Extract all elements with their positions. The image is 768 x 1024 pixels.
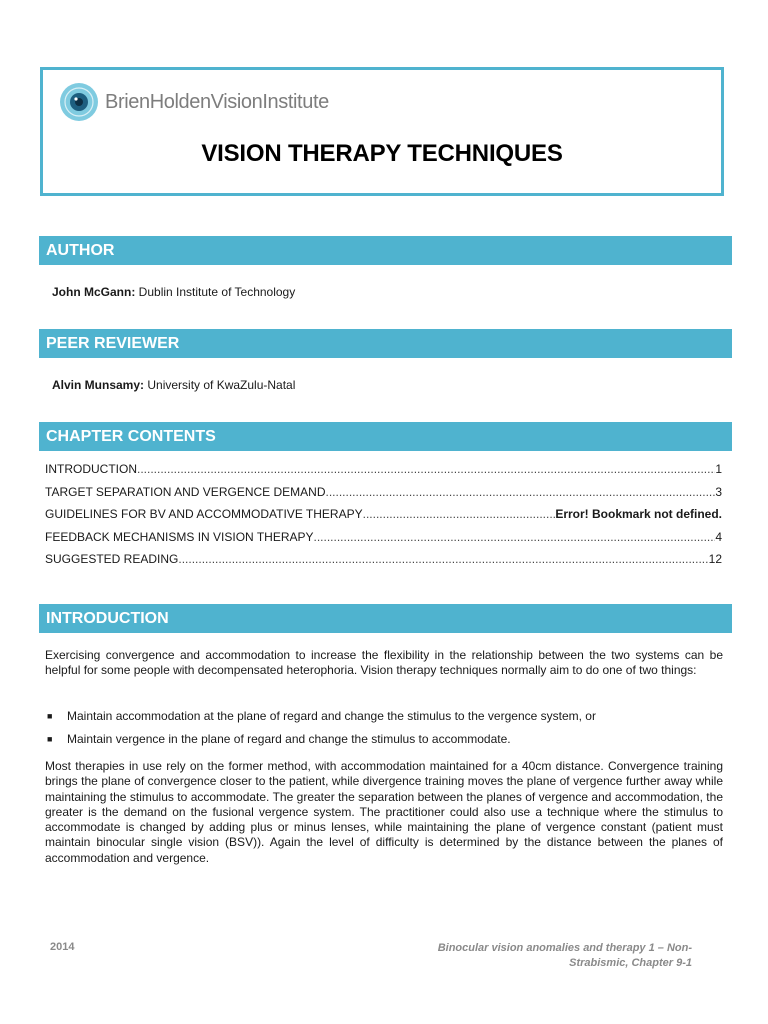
toc-leader-dots	[363, 507, 556, 521]
footer-caption-line: Binocular vision anomalies and therapy 1 – Non-	[437, 942, 692, 954]
toc-entry-feedback-mechanisms[interactable]	[45, 530, 722, 553]
toc-leader-dots	[326, 485, 716, 499]
toc-entry-page-error: Error! Bookmark not defined.	[555, 507, 722, 521]
toc-leader-dots	[137, 462, 715, 476]
intro-bullet-list	[45, 709, 723, 755]
toc-entry-introduction[interactable]	[45, 462, 722, 485]
section-bar-author: AUTHOR	[39, 236, 732, 265]
toc-entry-title: SUGGESTED READING	[45, 552, 179, 566]
square-bullet-icon: ■	[47, 734, 53, 744]
footer-year: 2014	[50, 941, 75, 953]
toc-entry-target-separation[interactable]	[45, 485, 722, 508]
toc-entry-suggested-reading[interactable]	[45, 552, 722, 575]
author-affiliation: Dublin Institute of Technology	[135, 285, 296, 299]
toc-entry-title: TARGET SEPARATION AND VERGENCE DEMAND	[45, 484, 326, 499]
toc-entry-page: 12	[708, 552, 722, 566]
toc-entry-page: 1	[715, 462, 722, 476]
footer-caption-line: Strabismic, Chapter 9-1	[569, 957, 692, 969]
section-bar-chapter-contents: CHAPTER CONTENTS	[39, 422, 732, 451]
footer-caption	[392, 941, 692, 971]
section-bar-peer-reviewer: PEER REVIEWER	[39, 329, 732, 358]
intro-paragraph-2: Most therapies in use rely on the former method, with accommodation maintained for a 40cm distance. Convergence training brings the plane of convergence closer to the patient, while divergence training moves the plane of vergence further away while maintaining the stimulus to accommodate. The greater the separation between the planes of vergence and accommodation, the greater is the demand on the fusional vergence system. The practitioner could also use a technique where the stimulus to accommodate is changed by adding plus or minus lenses, while maintaining the plane of vergence constant (patient must maintain binocular single vision (BSV)). Again the level of difficulty is determined by the distance between the planes of accommodation and vergence.	[45, 759, 723, 865]
institute-logo	[59, 82, 329, 122]
toc-entry-title: FEEDBACK MECHANISMS IN VISION THERAPY	[45, 529, 314, 544]
document-header	[40, 67, 724, 196]
list-item	[45, 709, 723, 732]
toc-entry-title: INTRODUCTION	[45, 462, 137, 476]
toc-entry-page: 3	[715, 484, 722, 499]
square-bullet-icon: ■	[47, 711, 53, 721]
reviewer-affiliation: University of KwaZulu-Natal	[144, 378, 296, 392]
author-name: John McGann:	[52, 285, 136, 299]
author-line	[52, 285, 295, 299]
bullet-text: Maintain accommodation at the plane of regard and change the stimulus to the vergence system, or	[67, 709, 596, 723]
toc-entry-title: GUIDELINES FOR BV AND ACCOMMODATIVE THERAPY	[45, 507, 363, 521]
reviewer-line	[52, 378, 295, 392]
section-bar-introduction: INTRODUCTION	[39, 604, 732, 633]
document-title: VISION THERAPY TECHNIQUES	[201, 140, 563, 167]
reviewer-name: Alvin Munsamy:	[52, 378, 145, 392]
list-item	[45, 732, 723, 755]
toc-entry-guidelines[interactable]	[45, 507, 722, 530]
toc-entry-page: 4	[715, 529, 722, 544]
table-of-contents	[45, 462, 722, 575]
toc-leader-dots	[314, 530, 716, 544]
eye-logo-icon	[59, 82, 99, 122]
bullet-text: Maintain vergence in the plane of regard and change the stimulus to accommodate.	[67, 732, 511, 746]
toc-leader-dots	[178, 552, 708, 566]
logo-text: BrienHoldenVisionInstitute	[105, 90, 329, 113]
intro-paragraph-1: Exercising convergence and accommodation to increase the flexibility in the relationship between the two systems can be helpful for some people with decompensated heterophoria. Vision therapy techniques normally aim to do one of two things:	[45, 648, 723, 678]
